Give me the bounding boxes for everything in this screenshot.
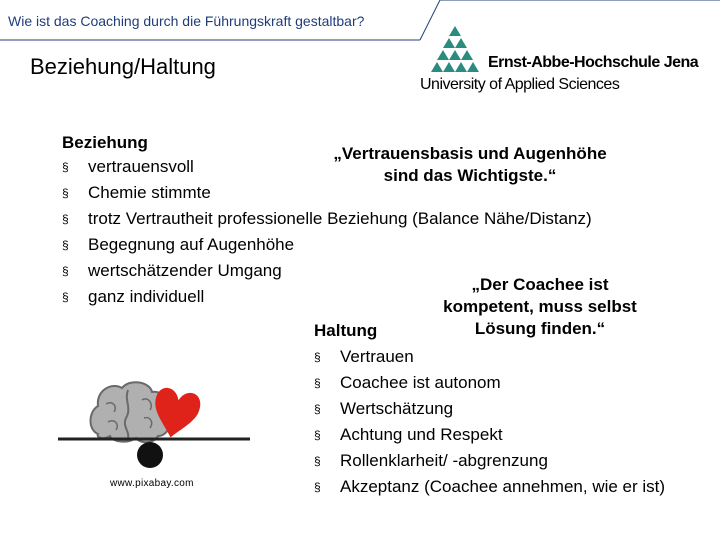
header-title: Wie ist das Coaching durch die Führungskraft gestaltbar? [8,13,365,29]
quote-trust: „Vertrauensbasis und Augenhöhe sind das Wichtigste.“ [333,144,607,185]
brain-heart-balance-illustration [50,360,260,490]
triangle-logo-icon [420,24,490,74]
haltung-heading: Haltung [314,321,378,340]
quote-competence: „Der Coachee ist kompetent, muss selbst Lösung finden.“ [443,275,637,338]
bullet: § [314,350,321,364]
bullet: § [314,454,321,468]
balance-pivot [137,442,163,468]
slide-title: Beziehung/Haltung [30,54,216,79]
university-logo [420,24,710,98]
bullet: § [314,376,321,390]
bullet: § [62,186,69,200]
bullet: § [62,264,69,278]
beziehung-heading: Beziehung [62,133,148,152]
logo-name: Ernst-Abbe-Hochschule Jena [488,54,699,71]
logo-subtitle: University of Applied Sciences [420,76,620,93]
bullet: § [314,428,321,442]
bullet: § [62,238,69,252]
bullet: § [314,480,321,494]
bullet: § [314,402,321,416]
bullet: § [62,160,69,174]
image-credit: www.pixabay.com [110,478,194,489]
bullet: § [62,290,69,304]
bullet: § [62,212,69,226]
